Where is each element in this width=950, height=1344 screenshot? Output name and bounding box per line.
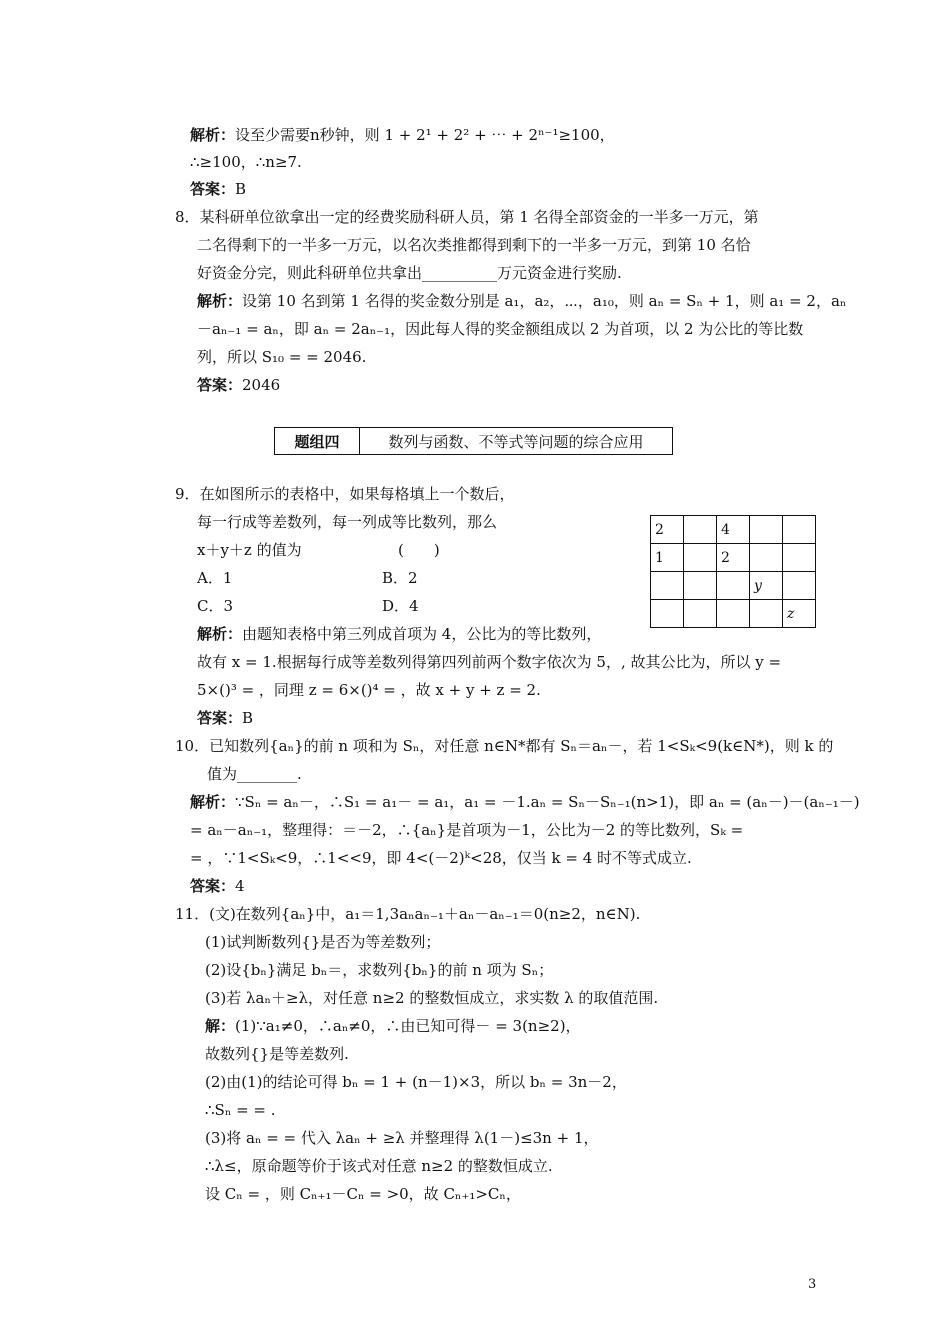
q11-solution-line2: 故数列{}是等差数列. xyxy=(205,1045,349,1063)
label: 答案： xyxy=(190,877,236,895)
q11-line2: (1)试判断数列{}是否为等差数列； xyxy=(205,933,441,951)
q8-solution-line1 xyxy=(197,291,846,311)
q10-solution-line3: = ，∵1<Sₖ<9，∴1<<9，即 4<(－2)ᵏ<28，仅当 k = 4 时不等式成立. xyxy=(190,849,692,867)
label: 答案： xyxy=(190,180,236,198)
label: 解析： xyxy=(190,793,236,811)
grid-cell xyxy=(717,600,750,628)
grid-row xyxy=(651,572,816,600)
q9-number-grid xyxy=(650,515,816,628)
grid-cell xyxy=(750,516,783,544)
q9-option-d: D．4 xyxy=(382,597,419,615)
q11-solution-line3: (2)由(1)的结论可得 bₙ = 1 + (n－1)×3，所以 bₙ = 3n－2， xyxy=(205,1073,627,1091)
q9-solution-line3: 5×()³ = ，同理 z = 6×()⁴ = ，故 x + y + z = 2. xyxy=(197,681,541,699)
text: B xyxy=(235,180,247,198)
grid-cell xyxy=(651,600,684,628)
text: B xyxy=(242,709,254,727)
grid-cell: 2 xyxy=(717,544,750,572)
q9-line1: 9．在如图所示的表格中，如果每格填上一个数后， xyxy=(175,485,515,503)
q9-answer-paren: ( ) xyxy=(398,541,440,559)
q9-option-c: C．3 xyxy=(197,597,234,615)
page-number: 3 xyxy=(808,1277,817,1292)
grid-cell: 2 xyxy=(651,516,684,544)
q8-answer xyxy=(197,375,280,395)
grid-row xyxy=(651,516,816,544)
grid-cell xyxy=(783,516,816,544)
q11-line4: (3)若 λaₙ＋≥λ，对任意 n≥2 的整数恒成立，求实数 λ 的取值范围. xyxy=(205,989,659,1007)
grid-cell: y xyxy=(750,572,783,600)
q8-line3: 好资金分完，则此科研单位共拿出__________万元资金进行奖励. xyxy=(197,264,622,282)
q9-solution-line2: 故有 x = 1.根据每行成等差数列得第四列前两个数字依次为 5，, 故其公比为，所以 y = xyxy=(197,653,782,671)
label: 解析： xyxy=(190,126,236,144)
text: 4 xyxy=(235,877,245,895)
group-title: 数列与函数、不等式等问题的综合应用 xyxy=(388,432,644,451)
grid-cell xyxy=(717,572,750,600)
text: ∵Sₙ = aₙ－，∴S₁ = a₁－ = a₁，a₁ = －1.aₙ = Sₙ－Sₙ₋₁(n>1)，即 aₙ = (aₙ－)－(aₙ₋₁－) xyxy=(235,793,860,811)
group-title-box xyxy=(274,427,673,455)
q7-solution-line1 xyxy=(190,125,615,145)
q10-line2: 值为________. xyxy=(207,765,302,783)
q10-line1: 10．已知数列{aₙ}的前 n 项和为 Sₙ，对任意 n∈N*都有 Sₙ＝aₙ－，若 1<Sₖ<9(k∈N*)，则 k 的 xyxy=(175,737,834,755)
q9-line3: x＋y＋z 的值为 xyxy=(197,541,302,559)
q9-option-a: A．1 xyxy=(197,569,233,587)
group-label: 题组四 xyxy=(275,428,360,454)
text: 设第 10 名到第 1 名得的奖金数分别是 a₁，a₂，⋯，a₁₀，则 aₙ = Sₙ + 1，则 a₁ = 2，aₙ xyxy=(242,292,847,310)
grid-cell: z xyxy=(783,600,816,628)
grid-cell: 4 xyxy=(717,516,750,544)
label: 答案： xyxy=(197,709,243,727)
q11-solution-line6: ∴λ≤，原命题等价于该式对任意 n≥2 的整数恒成立. xyxy=(205,1157,553,1175)
grid-cell xyxy=(750,544,783,572)
q8-line1: 8．某科研单位欲拿出一定的经费奖励科研人员，第 1 名得全部资金的一半多一万元，第 xyxy=(175,208,759,226)
text: (1)∵a₁≠0，∴aₙ≠0，∴由已知可得－ = 3(n≥2)， xyxy=(235,1017,581,1035)
q7-answer xyxy=(190,179,246,199)
q11-solution-line5: (3)将 aₙ = = 代入 λaₙ + ≥λ 并整理得 λ(1－)≤3n + 1， xyxy=(205,1129,599,1147)
q11-line1: 11．(文)在数列{aₙ}中，a₁＝1,3aₙaₙ₋₁＋aₙ－aₙ₋₁＝0(n≥2，n∈N). xyxy=(175,905,641,923)
text: 设至少需要n秒钟，则 1 + 2¹ + 2² + ⋯ + 2ⁿ⁻¹≥100， xyxy=(235,126,615,144)
grid-cell xyxy=(684,516,717,544)
q8-solution-line2: －aₙ₋₁ = aₙ，即 aₙ = 2aₙ₋₁，因此每人得的奖金额组成以 2 为首项，以 2 为公比的等比数 xyxy=(197,320,804,338)
grid-cell xyxy=(783,572,816,600)
grid-cell xyxy=(684,572,717,600)
text: 由题知表格中第三列成首项为 4，公比为的等比数列， xyxy=(242,625,602,643)
label: 解析： xyxy=(197,292,243,310)
q9-solution-line1 xyxy=(197,624,601,644)
grid-cell xyxy=(684,544,717,572)
q9-option-b: B．2 xyxy=(382,569,418,587)
q8-line2: 二名得剩下的一半多一万元，以名次类推都得到剩下的一半多一万元，到第 10 名恰 xyxy=(197,236,751,254)
q11-solution-line1 xyxy=(205,1016,581,1036)
grid-cell xyxy=(684,600,717,628)
q11-line3: (2)设{bₙ}满足 bₙ＝，求数列{bₙ}的前 n 项为 Sₙ； xyxy=(205,961,554,979)
q10-answer xyxy=(190,876,245,896)
grid-cell xyxy=(783,544,816,572)
q7-solution-line2: ∴≥100，∴n≥7. xyxy=(190,153,302,171)
q11-solution-line7: 设 Cₙ = ，则 Cₙ₊₁－Cₙ = >0，故 Cₙ₊₁>Cₙ， xyxy=(205,1185,521,1203)
grid-cell xyxy=(651,572,684,600)
text: 2046 xyxy=(242,376,281,394)
grid-cell xyxy=(750,600,783,628)
q9-answer xyxy=(197,708,253,728)
grid-row xyxy=(651,600,816,628)
grid-cell: 1 xyxy=(651,544,684,572)
q10-solution-line1 xyxy=(190,792,860,812)
label: 解析： xyxy=(197,625,243,643)
q8-solution-line3: 列，所以 S₁₀ = = 2046. xyxy=(197,348,367,366)
q10-solution-line2: = aₙ－aₙ₋₁，整理得：＝－2，∴{aₙ}是首项为－1，公比为－2 的等比数列，Sₖ = xyxy=(190,821,744,839)
q11-solution-line4: ∴Sₙ = = . xyxy=(205,1101,276,1119)
q9-line2: 每一行成等差数列，每一列成等比数列，那么 xyxy=(197,513,498,531)
label: 解： xyxy=(205,1017,236,1035)
label: 答案： xyxy=(197,376,243,394)
grid-row xyxy=(651,544,816,572)
